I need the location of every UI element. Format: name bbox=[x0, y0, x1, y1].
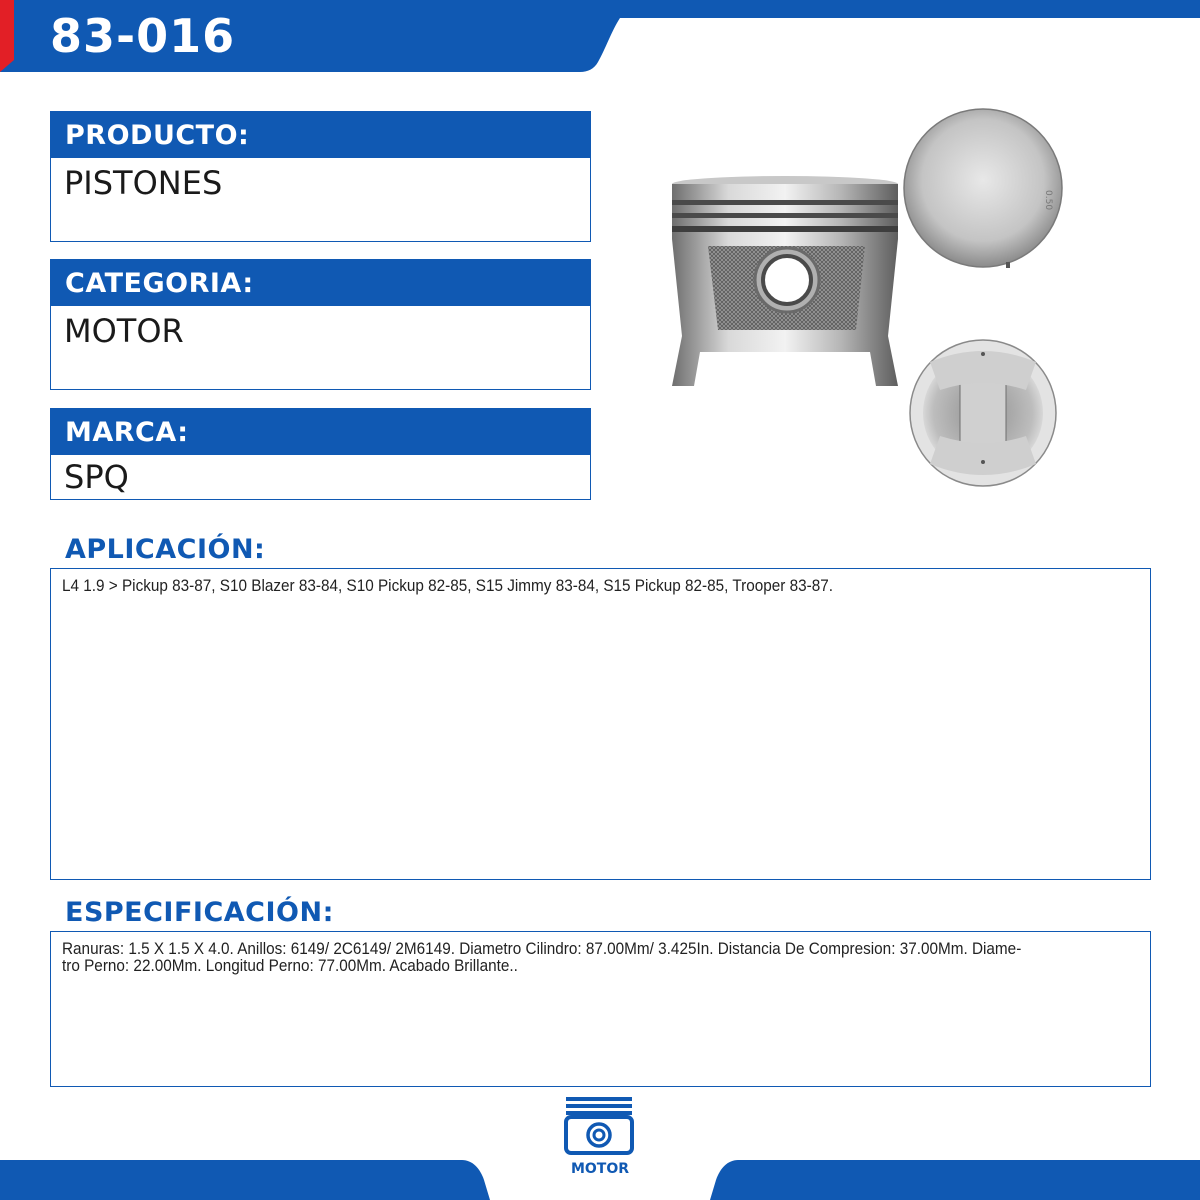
especificacion-line-1: Ranuras: 1.5 X 1.5 X 4.0. Anillos: 6149/ 2C6149/ 2M6149. Diametro Cilindro: 87.00Mm/ 3.425In. Distancia De Compresion: 37.00Mm. Diame- bbox=[62, 939, 1022, 958]
aplicacion-box bbox=[50, 568, 1151, 880]
categoria-box bbox=[50, 259, 591, 390]
piston-side-view bbox=[672, 176, 898, 386]
producto-label: PRODUCTO: bbox=[51, 112, 590, 158]
especificacion-box bbox=[50, 931, 1151, 1087]
piston-bottom-view bbox=[910, 340, 1056, 486]
marca-value: SPQ bbox=[64, 458, 129, 496]
piston-top-view bbox=[904, 109, 1062, 268]
especificacion-line-2: tro Perno: 22.00Mm. Longitud Perno: 77.00Mm. Acabado Brillante.. bbox=[62, 956, 518, 975]
marca-label: MARCA: bbox=[51, 409, 590, 455]
marca-box bbox=[50, 408, 591, 500]
piston-product-image bbox=[660, 100, 1080, 500]
footer-category-label: MOTOR bbox=[570, 1161, 630, 1177]
categoria-label: CATEGORIA: bbox=[51, 260, 590, 306]
aplicacion-title: APLICACIÓN: bbox=[65, 534, 266, 565]
producto-box bbox=[50, 111, 591, 242]
motor-engine-icon bbox=[562, 1093, 636, 1159]
producto-value: PISTONES bbox=[64, 164, 223, 202]
aplicacion-text: L4 1.9 > Pickup 83-87, S10 Blazer 83-84, S10 Pickup 82-85, S15 Jimmy 83-84, S15 Pickup 82-85, Trooper 83-87. bbox=[62, 576, 833, 595]
especificacion-title: ESPECIFICACIÓN: bbox=[65, 897, 334, 928]
svg-text:0.50: 0.50 bbox=[1043, 190, 1053, 211]
categoria-value: MOTOR bbox=[64, 312, 184, 350]
product-code: 83-016 bbox=[50, 9, 236, 63]
